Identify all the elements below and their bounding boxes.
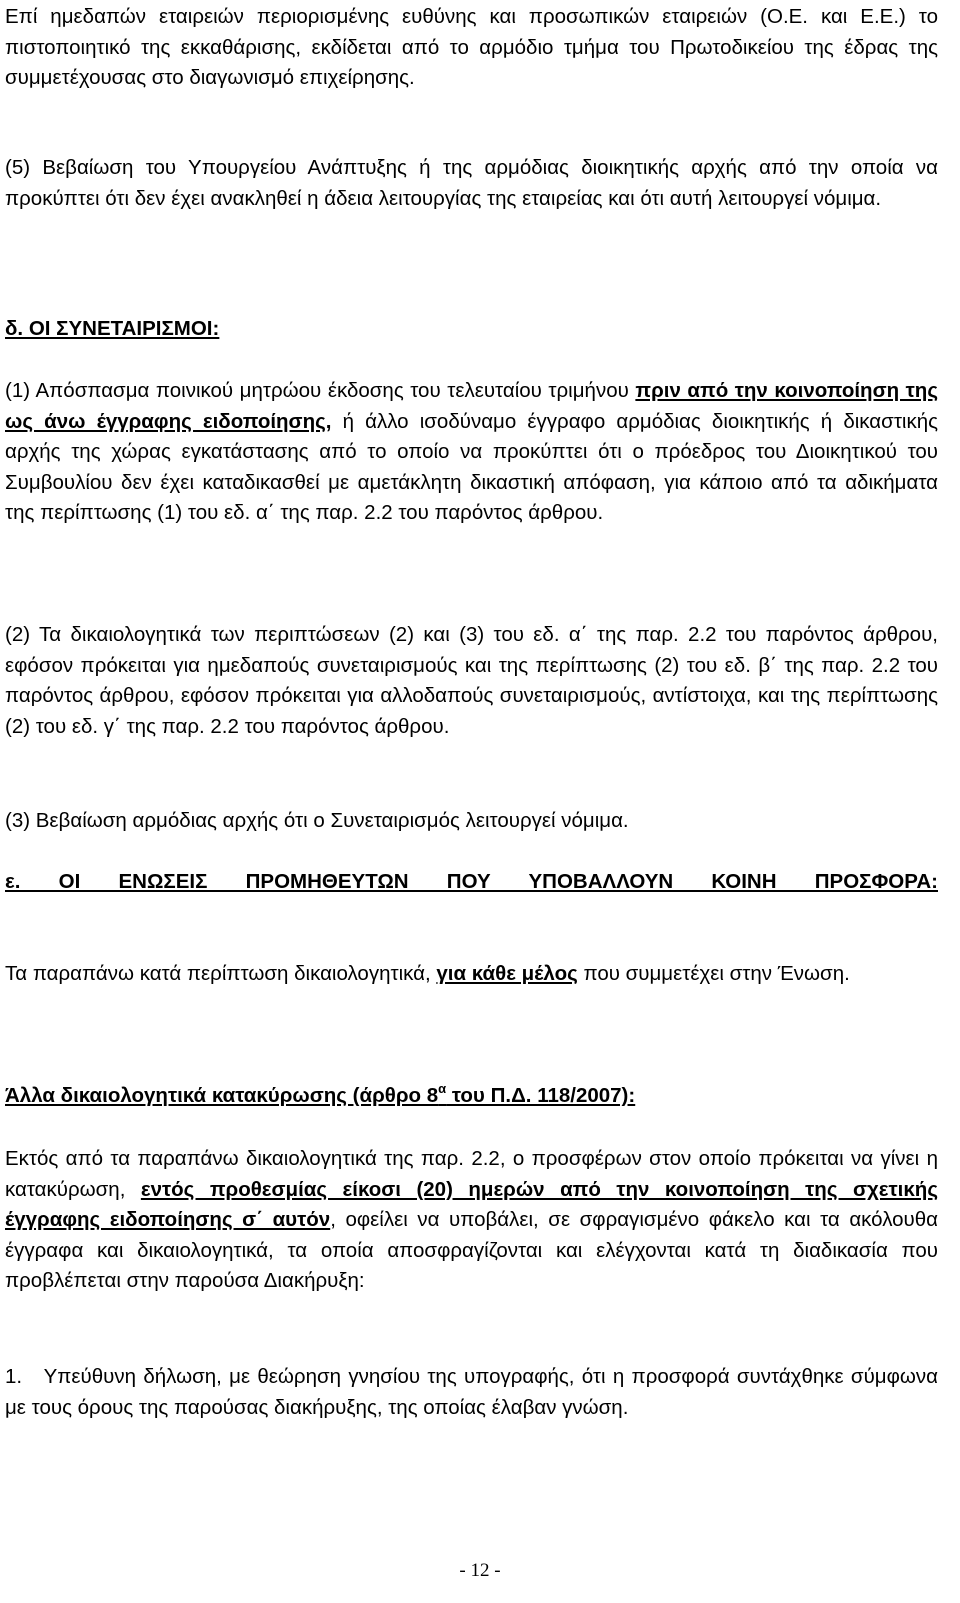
page-number: - 12 - [459,1560,501,1581]
paragraph-cooperatives-item-3: (3) Βεβαίωση αρμόδιας αρχής ότι ο Συνεταιρισμός λειτουργεί νόμιμα. [5,809,629,832]
paragraph-liquidation-certificate: Επί ημεδαπών εταιρειών περιορισμένης ευθύνης και προσωπικών εταιρειών (Ο.Ε. και Ε.Ε.) το πιστοποιητικό της εκκαθάρισης, εκδίδεται από το αρμόδιο τμήμα του Πρωτοδικείου της έδρας της συμμετέχουσας στο διαγωνισμό επιχείρησης. [5,5,938,90]
emphasis-run: πριν από την κοινοποίηση της ως άνω έγγραφης ειδοποίησης, [5,379,938,433]
text-run: που συμμετέχει στην Ένωση. [577,962,850,985]
heading-run: Άλλα δικαιολογητικά κατακύρωσης (άρθρο 8 [5,1084,439,1107]
emphasis-run: εντός προθεσμίας είκοσι (20) ημερών από την κοινοποίηση της σχετικής έγγραφης ειδοποίησης σ΄ αυτόν [5,1177,938,1232]
section-heading-cooperatives: δ. ΟΙ ΣΥΝΕΤΑΙΡΙΣΜΟΙ: [5,317,220,340]
heading-run: του Π.Δ. 118/2007): [446,1084,636,1107]
text-run: ή άλλο ισοδύναμο έγγραφο αρμόδιας διοικητικής ή δικαστικής αρχής της χώρας εγκατάστασης από το οποίο να προκύπτει ότι ο πρόεδρος του Διοικητικού του Συμβουλίου δεν έχει καταδικασθεί με αμετάκλητη δικαστική απόφαση, για κάποιο από τα αδικήματα της περίπτωσης (1) του εδ. α΄ της παρ. 2.2 του παρόντος άρθρου. [5,409,938,525]
text-run: , οφείλει να υποβάλει, σε σφραγισμένο φάκελο και τα ακόλουθα έγγραφα και δικαιολογητικά, τα οποία αποσφραγίζονται και ελέγχονται κατά τη διαδικασία που προβλέπεται στην παρούσα Διακήρυξη: [5,1208,938,1293]
paragraph-other-documents [5,1144,938,1297]
paragraph-cooperatives-item-1 [5,376,938,529]
text-run: (1) Απόσπασμα ποινικού μητρώου έκδοσης του τελευταίου τριμήνου [5,379,636,402]
emphasis-run: για κάθε μέλος [436,962,578,985]
section-heading-other-documents [5,1081,938,1112]
paragraph-cooperatives-item-2: (2) Τα δικαιολογητικά των περιπτώσεων (2) και (3) του εδ. α΄ της παρ. 2.2 του παρόντος άρθρου, εφόσον πρόκειται για ημεδαπούς συνεταιρισμούς και της περίπτωσης (2) του εδ. β΄ της παρ. 2.2 του παρόντος άρθρου, εφόσον πρόκειται για αλλοδαπούς συνεταιρισμούς, αντίστοιχα, και της περίπτωσης (2) του εδ. γ΄ της παρ. 2.2 του παρόντος άρθρου. [5,623,938,738]
text-run: Τα παραπάνω κατά περίπτωση δικαιολογητικά, [5,962,437,985]
paragraph-supplier-unions [5,959,938,990]
text-run: Εκτός από τα παραπάνω δικαιολογητικά της παρ. 2.2, ο προσφέρων στον οποίο πρόκειται να γίνει η κατακύρωση, [5,1147,938,1201]
section-heading-supplier-unions: ε. ΟΙ ΕΝΩΣΕΙΣ ΠΡΟΜΗΘΕΥΤΩΝ ΠΟΥ ΥΠΟΒΑΛΛΟΥΝ ΚΟΙΝΗ ΠΡΟΣΦΟΡΑ: [5,870,938,893]
paragraph-numbered-1: 1. Υπεύθυνη δήλωση, με θεώρηση γνησίου της υπογραφής, ότι η προσφορά συντάχθηκε σύμφωνα με τους όρους της παρούσας διακήρυξης, της οποίας έλαβαν γνώση. [5,1365,944,1419]
heading-superscript: α [438,1081,447,1096]
paragraph-item-5: (5) Βεβαίωση του Υπουργείου Ανάπτυξης ή της αρμόδιας διοικητικής αρχής από την οποία να προκύπτει ότι δεν έχει ανακληθεί η άδεια λειτουργίας της εταιρείας και ότι αυτή λειτουργεί νόμιμα. [5,156,938,210]
